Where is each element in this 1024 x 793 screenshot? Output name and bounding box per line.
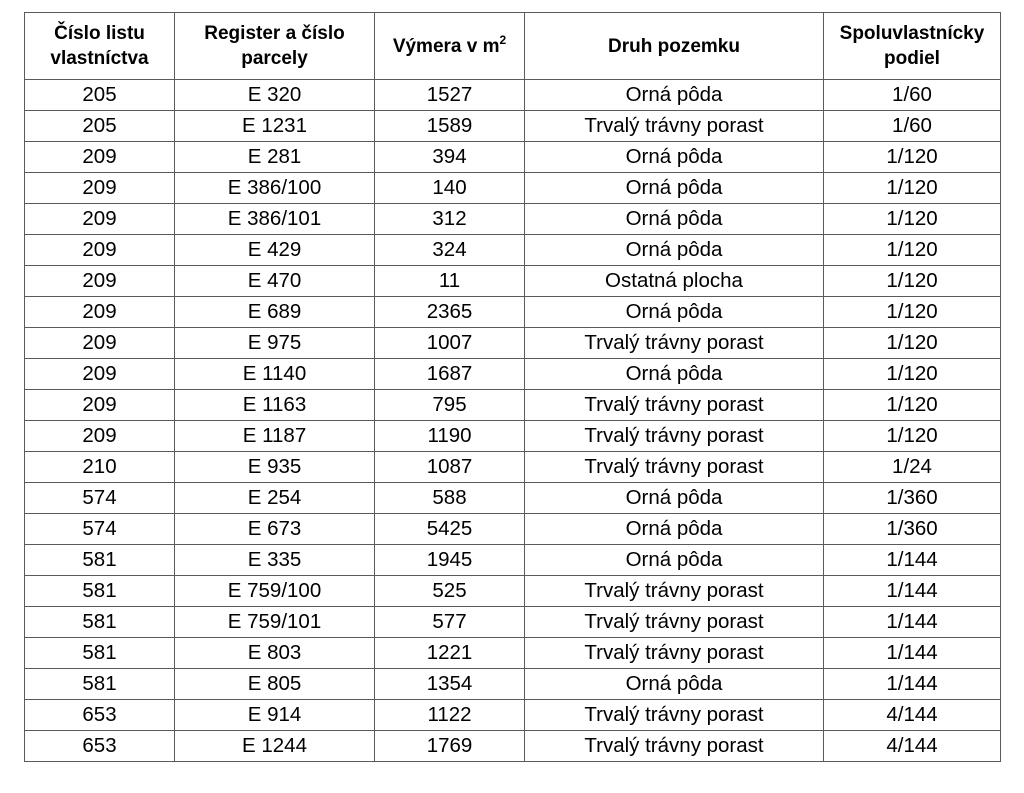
cell-lv-number: 209 [25, 328, 175, 359]
cell-parcel: E 429 [175, 235, 375, 266]
cell-lv-number: 209 [25, 297, 175, 328]
header-land-type [525, 13, 824, 80]
cell-share: 1/120 [824, 421, 1001, 452]
cell-share: 1/144 [824, 576, 1001, 607]
cell-parcel: E 673 [175, 514, 375, 545]
cell-share: 1/120 [824, 204, 1001, 235]
cell-lv-number: 581 [25, 545, 175, 576]
cell-share: 1/60 [824, 111, 1001, 142]
table-row [25, 359, 1001, 390]
header-area-sup: 2 [499, 32, 507, 47]
cell-lv-number: 205 [25, 80, 175, 111]
cell-share: 1/120 [824, 390, 1001, 421]
cell-land-type: Trvalý trávny porast [525, 731, 824, 762]
cell-lv-number: 581 [25, 607, 175, 638]
table-row [25, 483, 1001, 514]
table-row [25, 235, 1001, 266]
cell-lv-number: 209 [25, 235, 175, 266]
header-lv-line1: Číslo listu [54, 23, 145, 44]
cell-share: 1/144 [824, 638, 1001, 669]
cell-land-type: Trvalý trávny porast [525, 607, 824, 638]
table-body [25, 80, 1001, 762]
header-parcel-line2: parcely [241, 48, 308, 69]
cell-share: 1/144 [824, 607, 1001, 638]
header-area [375, 13, 525, 80]
cell-land-type: Orná pôda [525, 359, 824, 390]
cell-area: 577 [375, 607, 525, 638]
cell-land-type: Trvalý trávny porast [525, 452, 824, 483]
cell-share: 4/144 [824, 731, 1001, 762]
cell-area: 1122 [375, 700, 525, 731]
cell-share: 1/360 [824, 483, 1001, 514]
cell-lv-number: 209 [25, 390, 175, 421]
cell-land-type: Orná pôda [525, 297, 824, 328]
cell-area: 1087 [375, 452, 525, 483]
cell-parcel: E 281 [175, 142, 375, 173]
cell-share: 1/120 [824, 266, 1001, 297]
cell-share: 1/120 [824, 359, 1001, 390]
header-share-line2: podiel [884, 48, 940, 69]
parcel-table [24, 12, 1001, 762]
cell-lv-number: 209 [25, 266, 175, 297]
cell-parcel: E 386/100 [175, 173, 375, 204]
cell-land-type: Trvalý trávny porast [525, 328, 824, 359]
cell-land-type: Orná pôda [525, 204, 824, 235]
cell-lv-number: 209 [25, 204, 175, 235]
cell-land-type: Orná pôda [525, 483, 824, 514]
cell-lv-number: 653 [25, 731, 175, 762]
header-parcel-line1: Register a číslo [204, 23, 345, 44]
cell-area: 2365 [375, 297, 525, 328]
cell-land-type: Orná pôda [525, 545, 824, 576]
cell-parcel: E 759/101 [175, 607, 375, 638]
cell-land-type: Trvalý trávny porast [525, 576, 824, 607]
table-row [25, 421, 1001, 452]
cell-land-type: Orná pôda [525, 80, 824, 111]
table-row [25, 297, 1001, 328]
table-row [25, 204, 1001, 235]
cell-area: 1354 [375, 669, 525, 700]
cell-share: 4/144 [824, 700, 1001, 731]
cell-lv-number: 209 [25, 173, 175, 204]
cell-area: 394 [375, 142, 525, 173]
cell-area: 525 [375, 576, 525, 607]
table-row [25, 607, 1001, 638]
cell-lv-number: 581 [25, 576, 175, 607]
cell-lv-number: 581 [25, 638, 175, 669]
cell-area: 140 [375, 173, 525, 204]
cell-parcel: E 1140 [175, 359, 375, 390]
cell-area: 5425 [375, 514, 525, 545]
cell-parcel: E 470 [175, 266, 375, 297]
cell-lv-number: 209 [25, 142, 175, 173]
cell-parcel: E 335 [175, 545, 375, 576]
cell-area: 1687 [375, 359, 525, 390]
cell-share: 1/120 [824, 235, 1001, 266]
cell-parcel: E 1231 [175, 111, 375, 142]
cell-share: 1/120 [824, 297, 1001, 328]
cell-lv-number: 210 [25, 452, 175, 483]
cell-share: 1/60 [824, 80, 1001, 111]
cell-parcel: E 320 [175, 80, 375, 111]
cell-parcel: E 1163 [175, 390, 375, 421]
cell-share: 1/24 [824, 452, 1001, 483]
table-row [25, 669, 1001, 700]
cell-area: 324 [375, 235, 525, 266]
cell-area: 1945 [375, 545, 525, 576]
cell-land-type: Orná pôda [525, 514, 824, 545]
cell-parcel: E 254 [175, 483, 375, 514]
cell-land-type: Trvalý trávny porast [525, 390, 824, 421]
cell-parcel: E 975 [175, 328, 375, 359]
cell-lv-number: 581 [25, 669, 175, 700]
cell-parcel: E 805 [175, 669, 375, 700]
cell-share: 1/144 [824, 669, 1001, 700]
cell-area: 11 [375, 266, 525, 297]
table-row [25, 111, 1001, 142]
cell-parcel: E 759/100 [175, 576, 375, 607]
table-row [25, 452, 1001, 483]
cell-share: 1/120 [824, 173, 1001, 204]
cell-land-type: Orná pôda [525, 235, 824, 266]
cell-land-type: Trvalý trávny porast [525, 421, 824, 452]
cell-lv-number: 209 [25, 421, 175, 452]
header-area-text: Výmera v m [392, 35, 500, 57]
cell-parcel: E 935 [175, 452, 375, 483]
cell-parcel: E 386/101 [175, 204, 375, 235]
header-share [824, 13, 1001, 80]
header-lv-line2: vlastníctva [50, 48, 149, 69]
cell-parcel: E 689 [175, 297, 375, 328]
table-row [25, 266, 1001, 297]
cell-area: 1769 [375, 731, 525, 762]
cell-lv-number: 205 [25, 111, 175, 142]
cell-share: 1/120 [824, 142, 1001, 173]
table-row [25, 576, 1001, 607]
cell-area: 312 [375, 204, 525, 235]
cell-area: 1527 [375, 80, 525, 111]
cell-parcel: E 914 [175, 700, 375, 731]
cell-area: 1589 [375, 111, 525, 142]
cell-land-type: Ostatná plocha [525, 266, 824, 297]
cell-lv-number: 574 [25, 514, 175, 545]
cell-area: 1190 [375, 421, 525, 452]
header-land-type-text: Druh pozemku [608, 35, 740, 57]
cell-area: 795 [375, 390, 525, 421]
cell-land-type: Orná pôda [525, 669, 824, 700]
cell-parcel: E 1187 [175, 421, 375, 452]
cell-lv-number: 653 [25, 700, 175, 731]
table-row [25, 173, 1001, 204]
header-parcel [175, 13, 375, 80]
cell-land-type: Orná pôda [525, 173, 824, 204]
table-row [25, 328, 1001, 359]
cell-lv-number: 574 [25, 483, 175, 514]
header-share-line1: Spoluvlastnícky [839, 23, 985, 44]
cell-land-type: Orná pôda [525, 142, 824, 173]
table-row [25, 80, 1001, 111]
table-row [25, 390, 1001, 421]
cell-area: 588 [375, 483, 525, 514]
cell-parcel: E 1244 [175, 731, 375, 762]
cell-share: 1/144 [824, 545, 1001, 576]
cell-land-type: Trvalý trávny porast [525, 700, 824, 731]
table-row [25, 142, 1001, 173]
cell-land-type: Trvalý trávny porast [525, 638, 824, 669]
cell-share: 1/120 [824, 328, 1001, 359]
table-row [25, 731, 1001, 762]
cell-share: 1/360 [824, 514, 1001, 545]
table-row [25, 545, 1001, 576]
table-row [25, 638, 1001, 669]
cell-land-type: Trvalý trávny porast [525, 111, 824, 142]
cell-area: 1007 [375, 328, 525, 359]
cell-lv-number: 209 [25, 359, 175, 390]
table-row [25, 700, 1001, 731]
cell-area: 1221 [375, 638, 525, 669]
header-lv-number [25, 13, 175, 80]
table-header-row [25, 13, 1001, 80]
cell-parcel: E 803 [175, 638, 375, 669]
table-row [25, 514, 1001, 545]
